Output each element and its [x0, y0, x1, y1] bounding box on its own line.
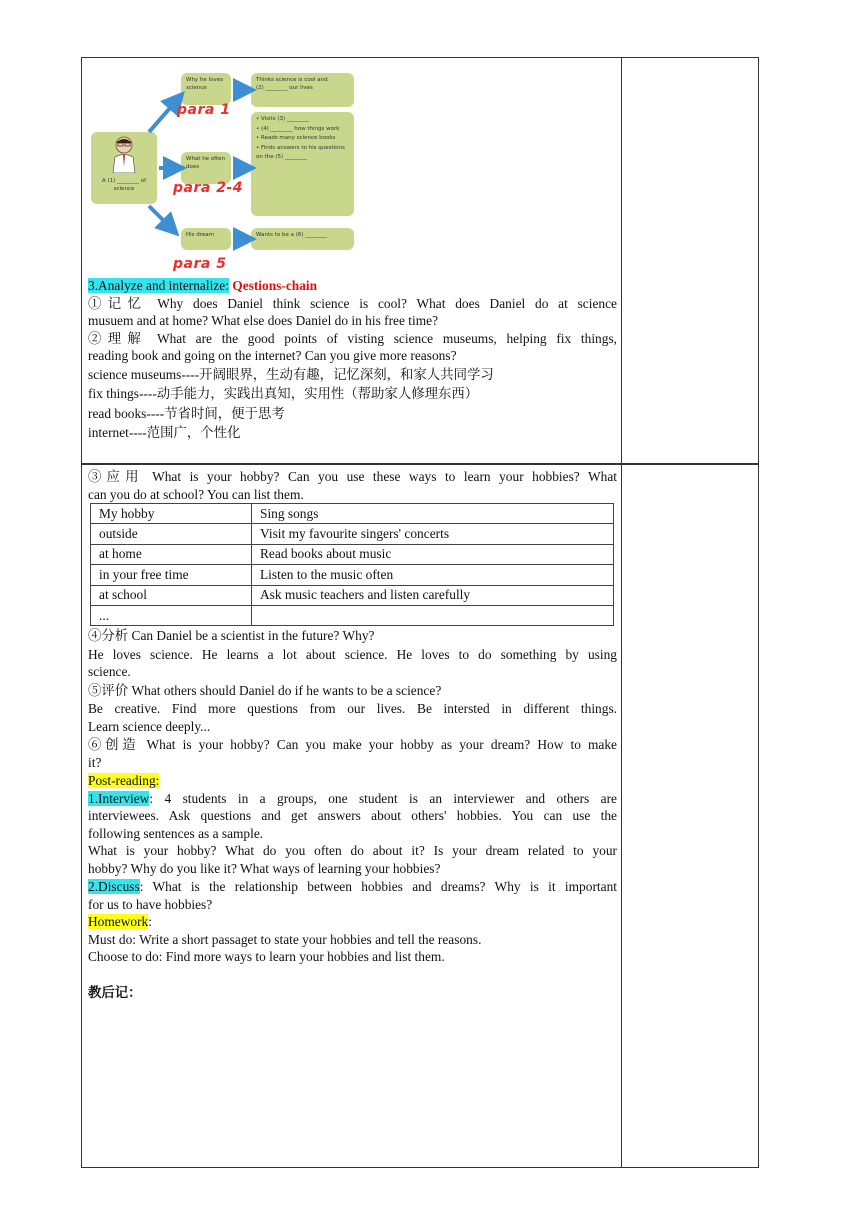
questions-chain-label: Qestions-chain — [232, 278, 318, 293]
q5: ⑤评价 What others should Daniel do if he wants to be a science? — [88, 682, 442, 698]
box-thinks: Thinks science is cool and (2) ________ our lives — [251, 73, 354, 107]
a4-line1: He loves science. He learns a lot about science. He loves to do something by using — [88, 646, 617, 662]
a5-line1: Be creative. Find more questions from our lives. Be intersted in different things. — [88, 701, 617, 716]
q3-line1: ③应用 What is your hobby? Can you use these ways to learn your hobbies? What — [88, 469, 617, 484]
q6-line2: it? — [88, 754, 102, 770]
interview-line3: following sentences as a sample. — [88, 825, 264, 841]
sample-line2: hobby? Why do you like it? What ways of learning your hobbies? — [88, 860, 441, 876]
q1-line1: ①记忆 Why does Daniel think science is cool? What does Daniel do at science — [88, 295, 617, 311]
q2-line2: reading book and going on the internet? Can you give more reasons? — [88, 348, 457, 363]
table-row: in your free time Listen to the music often — [91, 565, 614, 585]
post-reading-heading: Post-reading: — [88, 773, 160, 788]
answer-fix-things: fix things----动手能力，实践出真知，实用性（帮助家人修理东西） — [88, 386, 479, 401]
discuss-line1: 2.Discuss: What is the relationship between hobbies and dreams? Why is it important — [88, 879, 617, 894]
q4: ④分析 Can Daniel be a scientist in the future? Why? — [88, 628, 375, 643]
q1-line2: musuem and at home? What else does Daniel do in his free time? — [88, 313, 439, 328]
lesson-table-top — [81, 57, 759, 464]
diagram-arrows — [89, 60, 369, 276]
table-row: at home Read books about music — [91, 544, 614, 564]
interview-line2: interviewees. Ask questions and get answers about others' hobbies. You can use the — [88, 808, 617, 823]
a4-line2: science. — [88, 664, 131, 679]
box-what-often: What he often does — [181, 152, 231, 184]
must-do: Must do: Write a short passaget to state your hobbies and tell the reasons. — [88, 931, 482, 947]
apply-section — [88, 468, 617, 503]
answer-museums: science museums----开阔眼界，生动有趣，记忆深刻，和家人共同学习 — [88, 366, 494, 382]
table-row: ... — [91, 605, 614, 625]
reflection-label: 教后记： — [88, 984, 142, 1000]
homework-heading: Homework: — [88, 914, 152, 929]
table-row: outside Visit my favourite singers' concerts — [91, 524, 614, 544]
lesson-table-bottom — [81, 464, 759, 1168]
column-divider — [621, 58, 622, 463]
discuss-line2: for us to have hobbies? — [88, 896, 213, 912]
column-divider — [621, 465, 622, 1167]
hobby-table — [90, 503, 614, 626]
para-label-3: para 5 — [173, 256, 227, 272]
sample-line1: What is your hobby? What do you often do about it? Is your dream related to your — [88, 843, 617, 858]
para-label-2: para 2-4 — [173, 180, 243, 196]
q3-line2: can you do at school? You can list them. — [88, 486, 304, 502]
section3-text — [88, 276, 617, 442]
box-a-of-science: A (1) ________ of science — [91, 132, 157, 204]
analysis-section — [88, 627, 617, 1001]
answer-internet: internet----范围广，个性化 — [88, 425, 241, 440]
q2-line1: ②理解 What are the good points of visting science museums, helping fix things, — [88, 330, 617, 346]
interview-label: 1.Interview — [88, 790, 150, 806]
box-why-loves: Why he loves science — [181, 73, 231, 105]
section3-heading: 3.Analyze and internalize: Qestions-chain — [88, 278, 318, 293]
box-activities: • Visits (3) ________ • (4) ________ how things work • Reads many science books • Finds answers to his questions on the (5) ________ — [251, 112, 354, 216]
table-row: My hobby Sing songs — [91, 504, 614, 524]
table-row: at school Ask music teachers and listen carefully — [91, 585, 614, 605]
para-label-1: para 1 — [177, 102, 231, 118]
choose-do: Choose to do: Find more ways to learn your hobbies and list them. — [88, 949, 445, 964]
q6-line1: ⑥创造 What is your hobby? Can you make your hobby as your dream? How to make — [88, 737, 617, 752]
a5-line2: Learn science deeply... — [88, 718, 211, 734]
answer-read-books: read books----节省时间，便于思考 — [88, 405, 285, 421]
interview-line1: 1.Interview: 4 students in a groups, one student is an interviewer and others are — [88, 790, 617, 806]
reading-structure-diagram — [89, 60, 369, 276]
discuss-label: 2.Discuss — [88, 879, 140, 894]
box-dream: His dream — [181, 228, 231, 250]
box-wants: Wants to be a (6) ________ — [251, 228, 354, 250]
